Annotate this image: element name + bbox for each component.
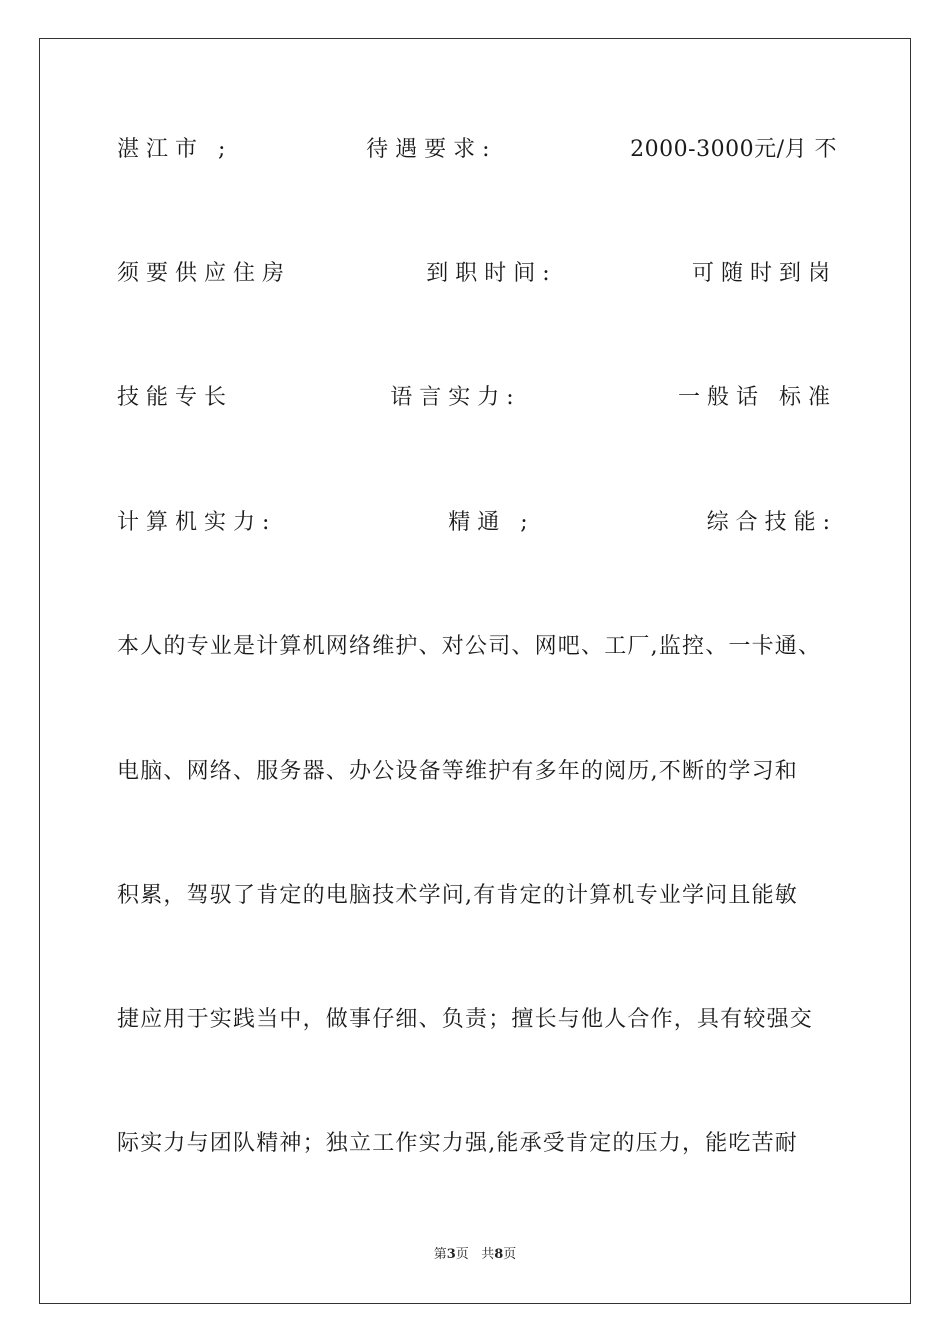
page-suffix: 页 xyxy=(455,1247,469,1262)
page-footer xyxy=(0,1246,950,1264)
info-row-location-salary xyxy=(117,134,837,166)
page-number: 3 xyxy=(446,1247,456,1262)
housing-note: 须要供应住房 xyxy=(117,261,292,286)
info-row-computer-skills xyxy=(117,507,837,539)
info-row-housing-start xyxy=(117,258,837,290)
total-prefix: 共 xyxy=(481,1247,495,1262)
language-value: 一般话 标准 xyxy=(678,385,837,410)
total-pages: 8 xyxy=(494,1247,504,1262)
overall-skills-label: 综合技能: xyxy=(706,510,837,535)
skills-heading: 技能专长 xyxy=(117,385,234,410)
start-date-label: 到职时间: xyxy=(426,261,557,286)
computer-skill-value: 精通 ; xyxy=(448,510,535,535)
salary-label: 待遇要求: xyxy=(366,137,497,162)
start-date-value: 可随时到岗 xyxy=(691,261,837,286)
paragraph-line: 电脑、网络、服务器、办公设备等维护有多年的阅历,不断的学习和 xyxy=(117,759,798,784)
paragraph-line: 积累，驾驭了肯定的电脑技术学问,有肯定的计算机专业学问且能敏 xyxy=(117,883,798,908)
page-border xyxy=(39,38,911,1304)
page-prefix: 第 xyxy=(433,1247,447,1262)
computer-skill-label: 计算机实力: xyxy=(117,510,277,535)
language-label: 语言实力: xyxy=(390,385,521,410)
paragraph-line: 捷应用于实践当中，做事仔细、负责；擅长与他人合作，具有较强交 xyxy=(117,1007,814,1032)
paragraph-line: 本人的专业是计算机网络维护、对公司、网吧、工厂,监控、一卡通、 xyxy=(117,634,822,659)
work-location: 湛江市 ; xyxy=(117,137,233,162)
total-suffix: 页 xyxy=(503,1247,517,1262)
paragraph-line: 际实力与团队精神；独立工作实力强,能承受肯定的压力，能吃苦耐 xyxy=(117,1131,798,1156)
info-row-skills-language xyxy=(117,382,837,414)
salary-value: 2000-3000元/月 不 xyxy=(630,137,837,162)
